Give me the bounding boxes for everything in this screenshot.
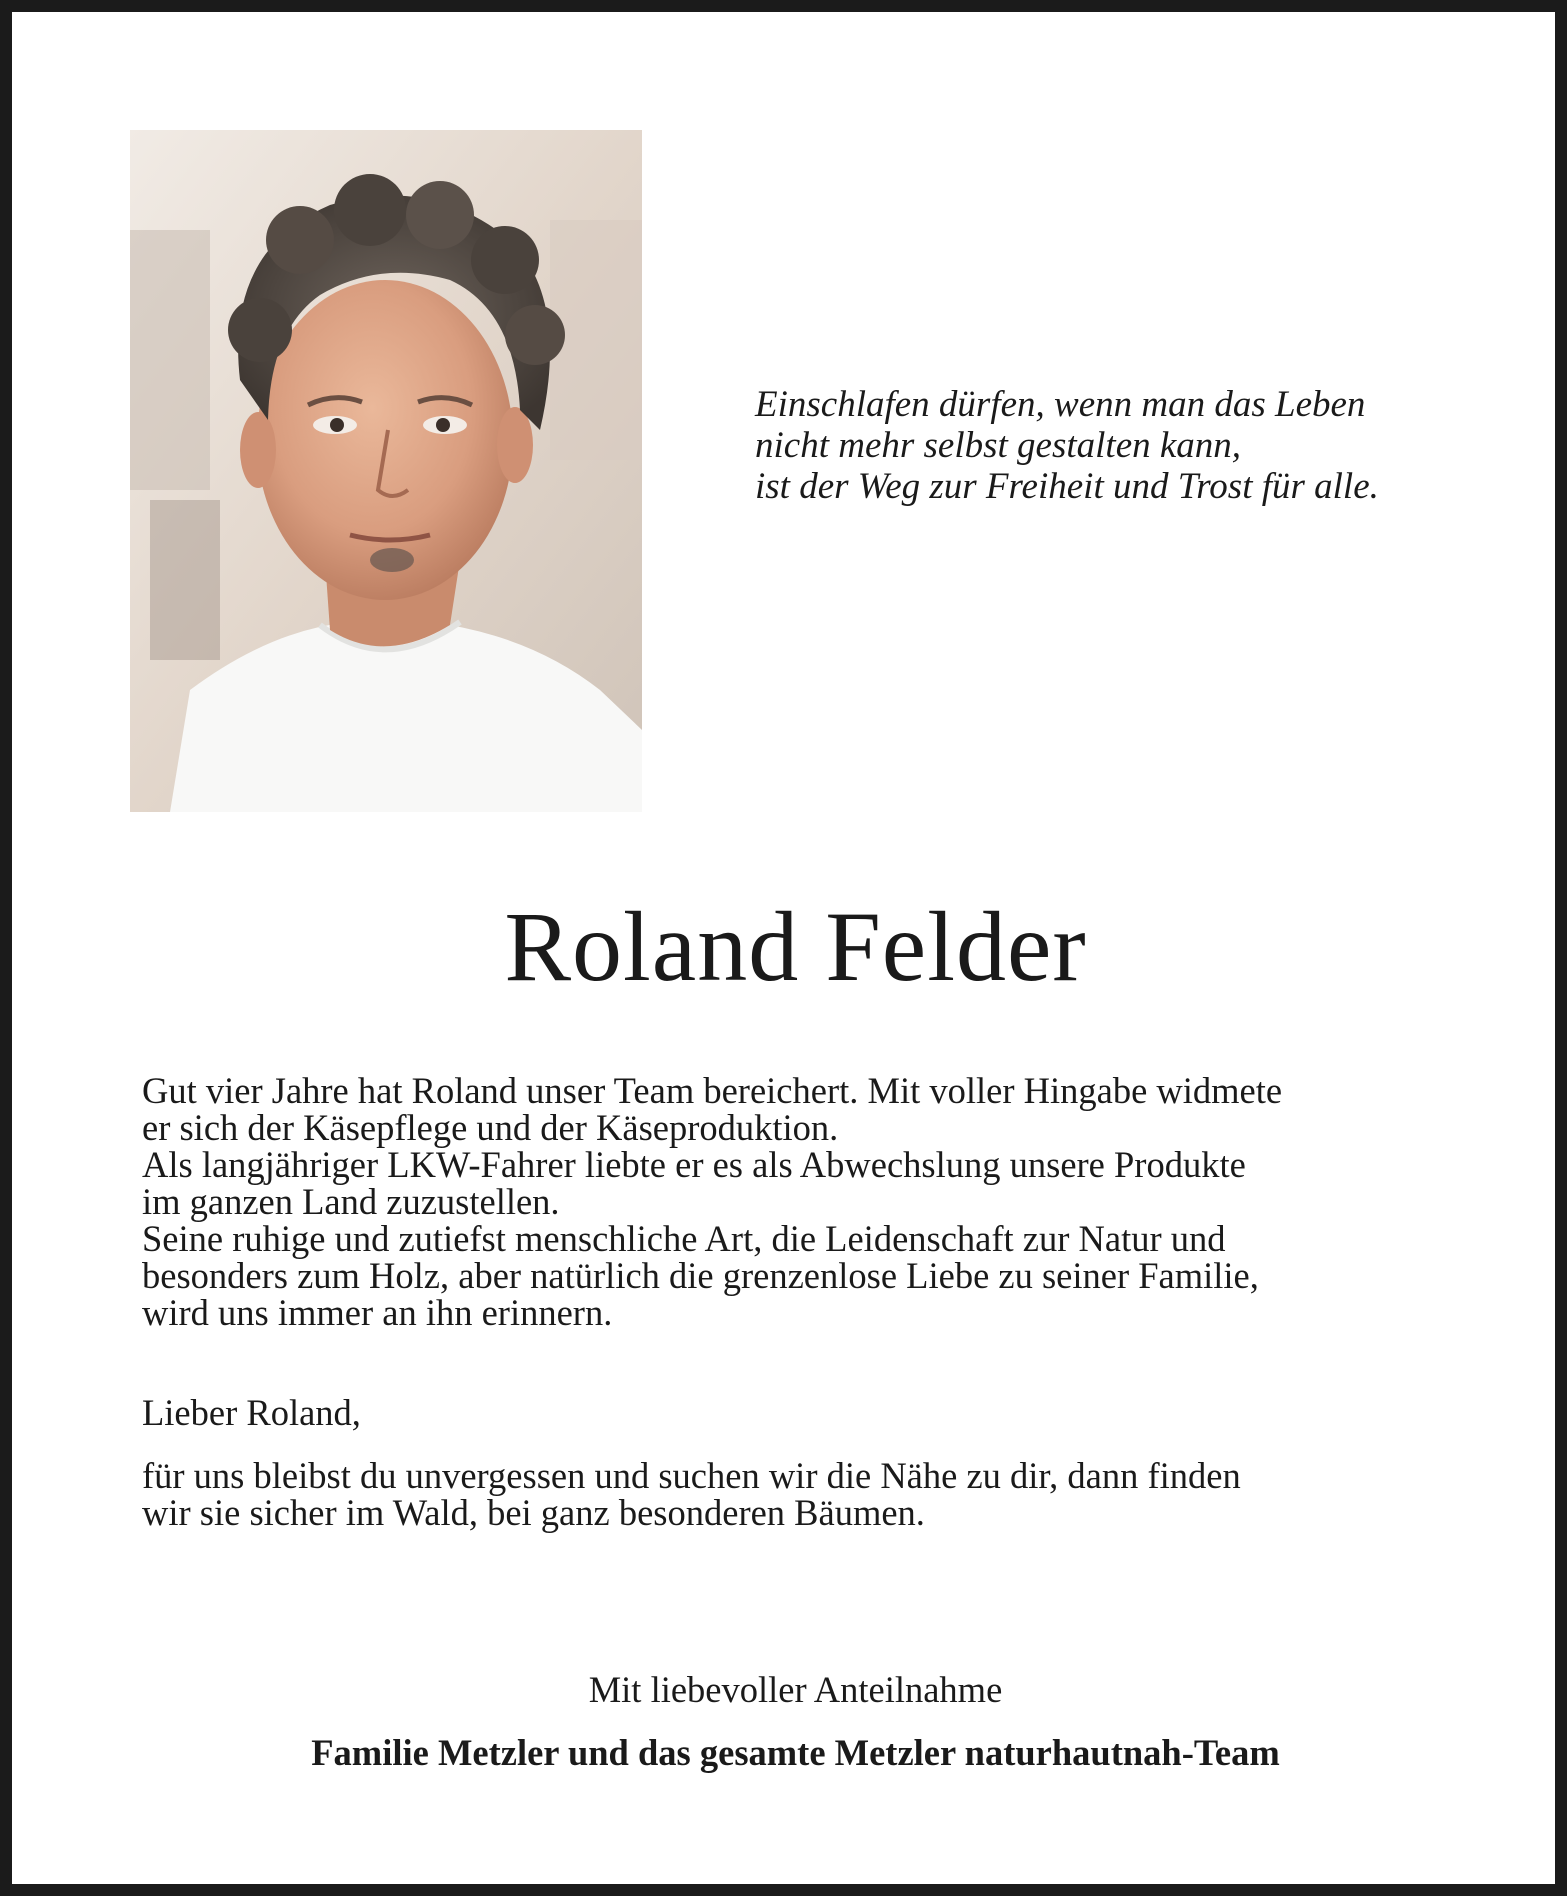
quote-line: nicht mehr selbst gestalten kann, bbox=[755, 425, 1242, 466]
tribute-paragraph bbox=[142, 1072, 1452, 1331]
greeting-line: Lieber Roland, bbox=[142, 1392, 361, 1433]
paragraph-line: er sich der Käsepflege und der Käseproduktion. bbox=[142, 1107, 839, 1148]
paragraph-line: besonders zum Holz, aber natürlich die grenzenlose Liebe zu seiner Familie, bbox=[142, 1255, 1259, 1296]
closing-line: Mit liebevoller Anteilnahme bbox=[588, 1669, 1003, 1710]
paragraph-line: wird uns immer an ihn erinnern. bbox=[142, 1292, 613, 1333]
signature: Familie Metzler und das gesamte Metzler naturhautnah-Team bbox=[311, 1732, 1280, 1773]
paragraph-line: Gut vier Jahre hat Roland unser Team bereichert. Mit voller Hingabe widmete bbox=[142, 1070, 1283, 1111]
farewell-paragraph bbox=[142, 1457, 1452, 1531]
portrait-photo bbox=[130, 130, 642, 812]
paragraph-line: wir sie sicher im Wald, bei ganz besonderen Bäumen. bbox=[142, 1492, 925, 1533]
portrait-image bbox=[130, 130, 642, 812]
paragraph-line: Als langjähriger LKW-Fahrer liebte er es als Abwechslung unsere Produkte bbox=[142, 1144, 1246, 1185]
quote-line: Einschlafen dürfen, wenn man das Leben bbox=[755, 384, 1366, 425]
paragraph-line: im ganzen Land zuzustellen. bbox=[142, 1181, 560, 1222]
memorial-quote bbox=[755, 384, 1515, 507]
paragraph-line: für uns bleibst du unvergessen und suchen wir die Nähe zu dir, dann finden bbox=[142, 1455, 1241, 1496]
paragraph-line: Seine ruhige und zutiefst menschliche Art, die Leidenschaft zur Natur und bbox=[142, 1218, 1226, 1259]
greeting bbox=[142, 1394, 1452, 1431]
quote-line: ist der Weg zur Freiheit und Trost für alle. bbox=[755, 466, 1379, 507]
deceased-name: Roland Felder bbox=[504, 891, 1087, 1002]
